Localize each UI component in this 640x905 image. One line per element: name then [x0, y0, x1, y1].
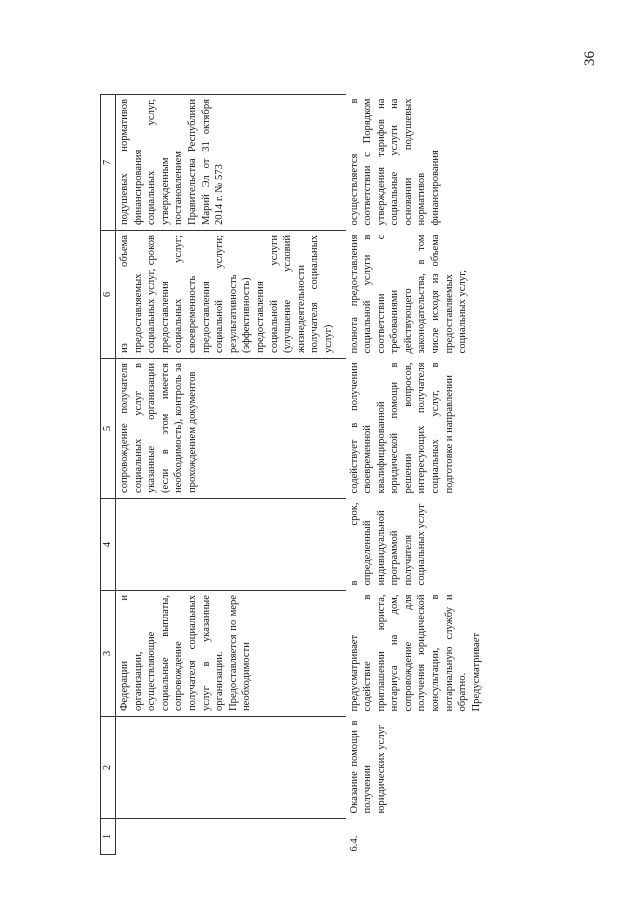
service-conditions: подушевых нормативов финансирования социальных услуг, утвержденным постановлением Правительства Республики Марий Эл от 31 октября 2014 г. № 573	[116, 95, 346, 231]
page-number: 36	[582, 51, 598, 66]
quality-indicators: полнота предоставления социальной услуги в соответствии с требованиями действующего законодательства, в том числе исходя из объема предоставляемых социальных услуг,	[348, 234, 469, 354]
header-col-3: 3	[101, 591, 116, 717]
table-row	[116, 95, 346, 855]
service-terms: в срок, определенный индивидуальной программой получателя социальных услуг	[348, 502, 428, 586]
row-number	[116, 819, 346, 855]
service-standard: содействует в получении своевременной квалифицированной юридической помощи в решении вопросов, интересующих получателя социальных услуг, в подготовке и направлении	[348, 362, 455, 494]
service-standard: сопровождение получателя социальных услуг в указанные организации (если в этом имеется необходимость), контроль за прохождением документов	[116, 359, 346, 499]
header-col-2: 2	[101, 717, 116, 819]
header-col-1: 1	[101, 819, 116, 855]
services-table	[100, 94, 486, 855]
service-name: Оказание помощи в получении юридических услуг	[348, 720, 387, 814]
table-header-row	[101, 95, 116, 855]
service-description: Федерации и организации, осуществляющие социальные выплаты, сопровождение получателя социальных услуг в указанные организации. Предоставляется по мере необходимости	[116, 591, 346, 717]
service-conditions: осуществляется в соответствии с Порядком утверждения тарифов на социальные услуги на основании подушевых нормативов финансирования	[348, 98, 442, 226]
header-col-6: 6	[101, 231, 116, 359]
row-number: 6.4.	[348, 835, 360, 852]
rotated-table-container	[100, 95, 482, 855]
quality-indicators: из объема предоставляемых социальных услуг, сроков предоставления социальных услуг; своевременность предоставления социальной услуги; результативность (эффективность) предоставления социальной услуги (улучшение условий жизнедеятельности получателя социальных услуг)	[116, 231, 346, 359]
header-col-7: 7	[101, 95, 116, 231]
header-col-4: 4	[101, 499, 116, 591]
service-terms	[116, 499, 346, 591]
service-description: предусматривает содействие в приглашении юриста, нотариуса на дом, сопровождение для получения юридической консультации, в нотариальную службу и обратно. Предусматривает	[348, 594, 482, 712]
table-row	[346, 95, 487, 855]
header-col-5: 5	[101, 359, 116, 499]
service-name	[116, 717, 346, 819]
